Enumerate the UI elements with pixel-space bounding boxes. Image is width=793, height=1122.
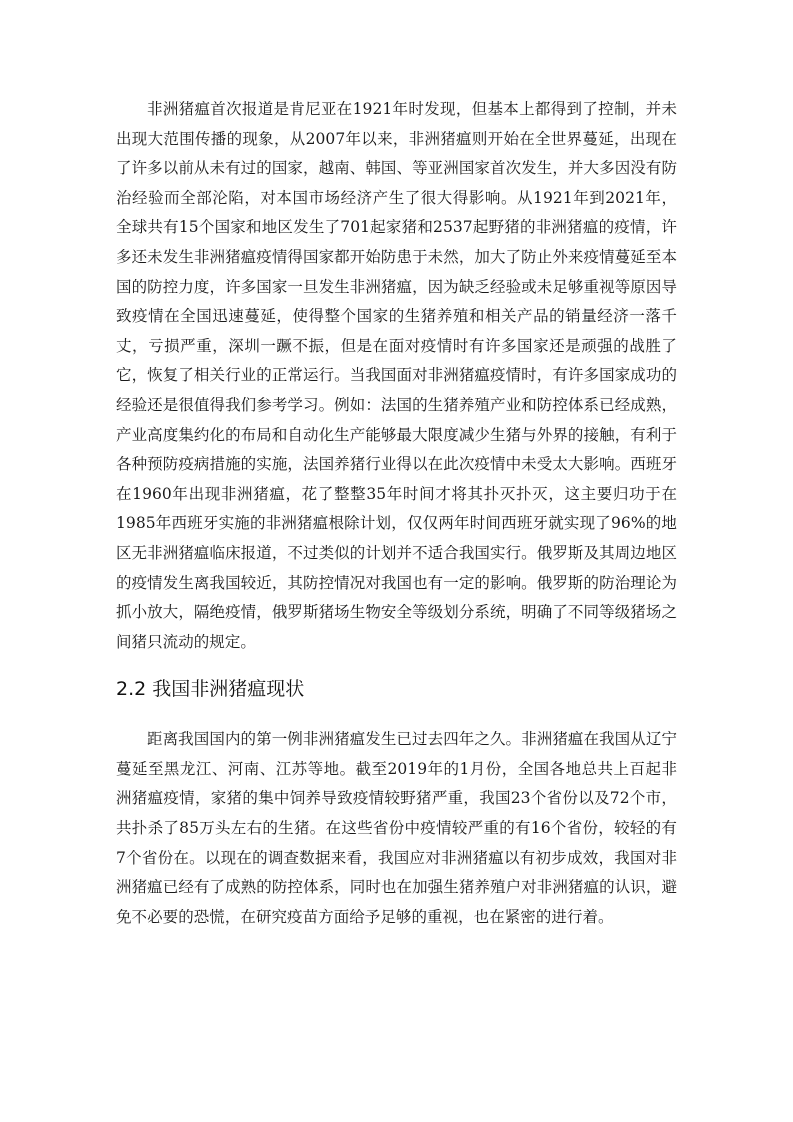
body-paragraph-2: 距离我国国内的第一例非洲猪瘟发生已过去四年之久。非洲猪瘟在我国从辽宁蔓延至黑龙江、河南、江苏等地。截至2019年的1月份，全国各地总共上百起非洲猪瘟疫情，家猪的集中饲养导致疫情较野猪严重，我国23个省份以及72个市，共扑杀了85万头左右的生猪。在这些省份中疫情较严重的有16个省份，较轻的有7个省份在。以现在的调查数据来看，我国应对非洲猪瘟以有初步成效，我国对非洲猪瘟已经有了成熟的防控体系，同时也在加强生猪养殖户对非洲猪瘟的认识，避免不必要的恐慌，在研究疫苗方面给予足够的重视，也在紧密的进行着。: [116, 730, 677, 926]
body-paragraph-1: 非洲猪瘟首次报道是肯尼亚在1921年时发现，但基本上都得到了控制，并未出现大范围传播的现象，从2007年以来，非洲猪瘟则开始在全世界蔓延，出现在了许多以前从未有过的国家，越南、韩国、等亚洲国家首次发生，并大多因没有防治经验而全部沦陷，对本国市场经济产生了很大得影响。从1921年到2021年，全球共有15个国家和地区发生了701起家猪和2537起野猪的非洲猪瘟的疫情，许多还未发生非洲猪瘟疫情得国家都开始防患于未然，加大了防止外来疫情蔓延至本国的防控力度，许多国家一旦发生非洲猪瘟，因为缺乏经验或未足够重视等原因导致疫情在全国迅速蔓延，使得整个国家的生猪养殖和相关产品的销量经济一落千丈，亏损严重，深圳一蹶不振，但是在面对疫情时有许多国家还是顽强的战胜了它，恢复了相关行业的正常运行。当我国面对非洲猪瘟疫情时，有许多国家成功的经验还是很值得我们参考学习。例如：法国的生猪养殖产业和防控体系已经成熟，产业高度集约化的布局和自动化生产能够最大限度减少生猪与外界的接触，有利于各种预防疫病措施的实施，法国养猪行业得以在此次疫情中未受太大影响。西班牙在1960年出现非洲猪瘟，花了整整35年时间才将其扑灭扑灭，这主要归功于在1985年西班牙实施的非洲猪瘟根除计划，仅仅两年时间西班牙就实现了96%的地区无非洲猪瘟临床报道，不过类似的计划并不适合我国实行。俄罗斯及其周边地区的疫情发生离我国较近，其防控情况对我国也有一定的影响。俄罗斯的防治理论为抓小放大，隔绝疫情，俄罗斯猪场生物安全等级划分系统，明确了不同等级猪场之间猪只流动的规定。: [116, 100, 677, 651]
section-number: 2.2: [116, 678, 147, 701]
section-heading: [116, 657, 677, 725]
section-title: 我国非洲猪瘟现状: [152, 678, 305, 701]
document-body: [116, 95, 677, 932]
